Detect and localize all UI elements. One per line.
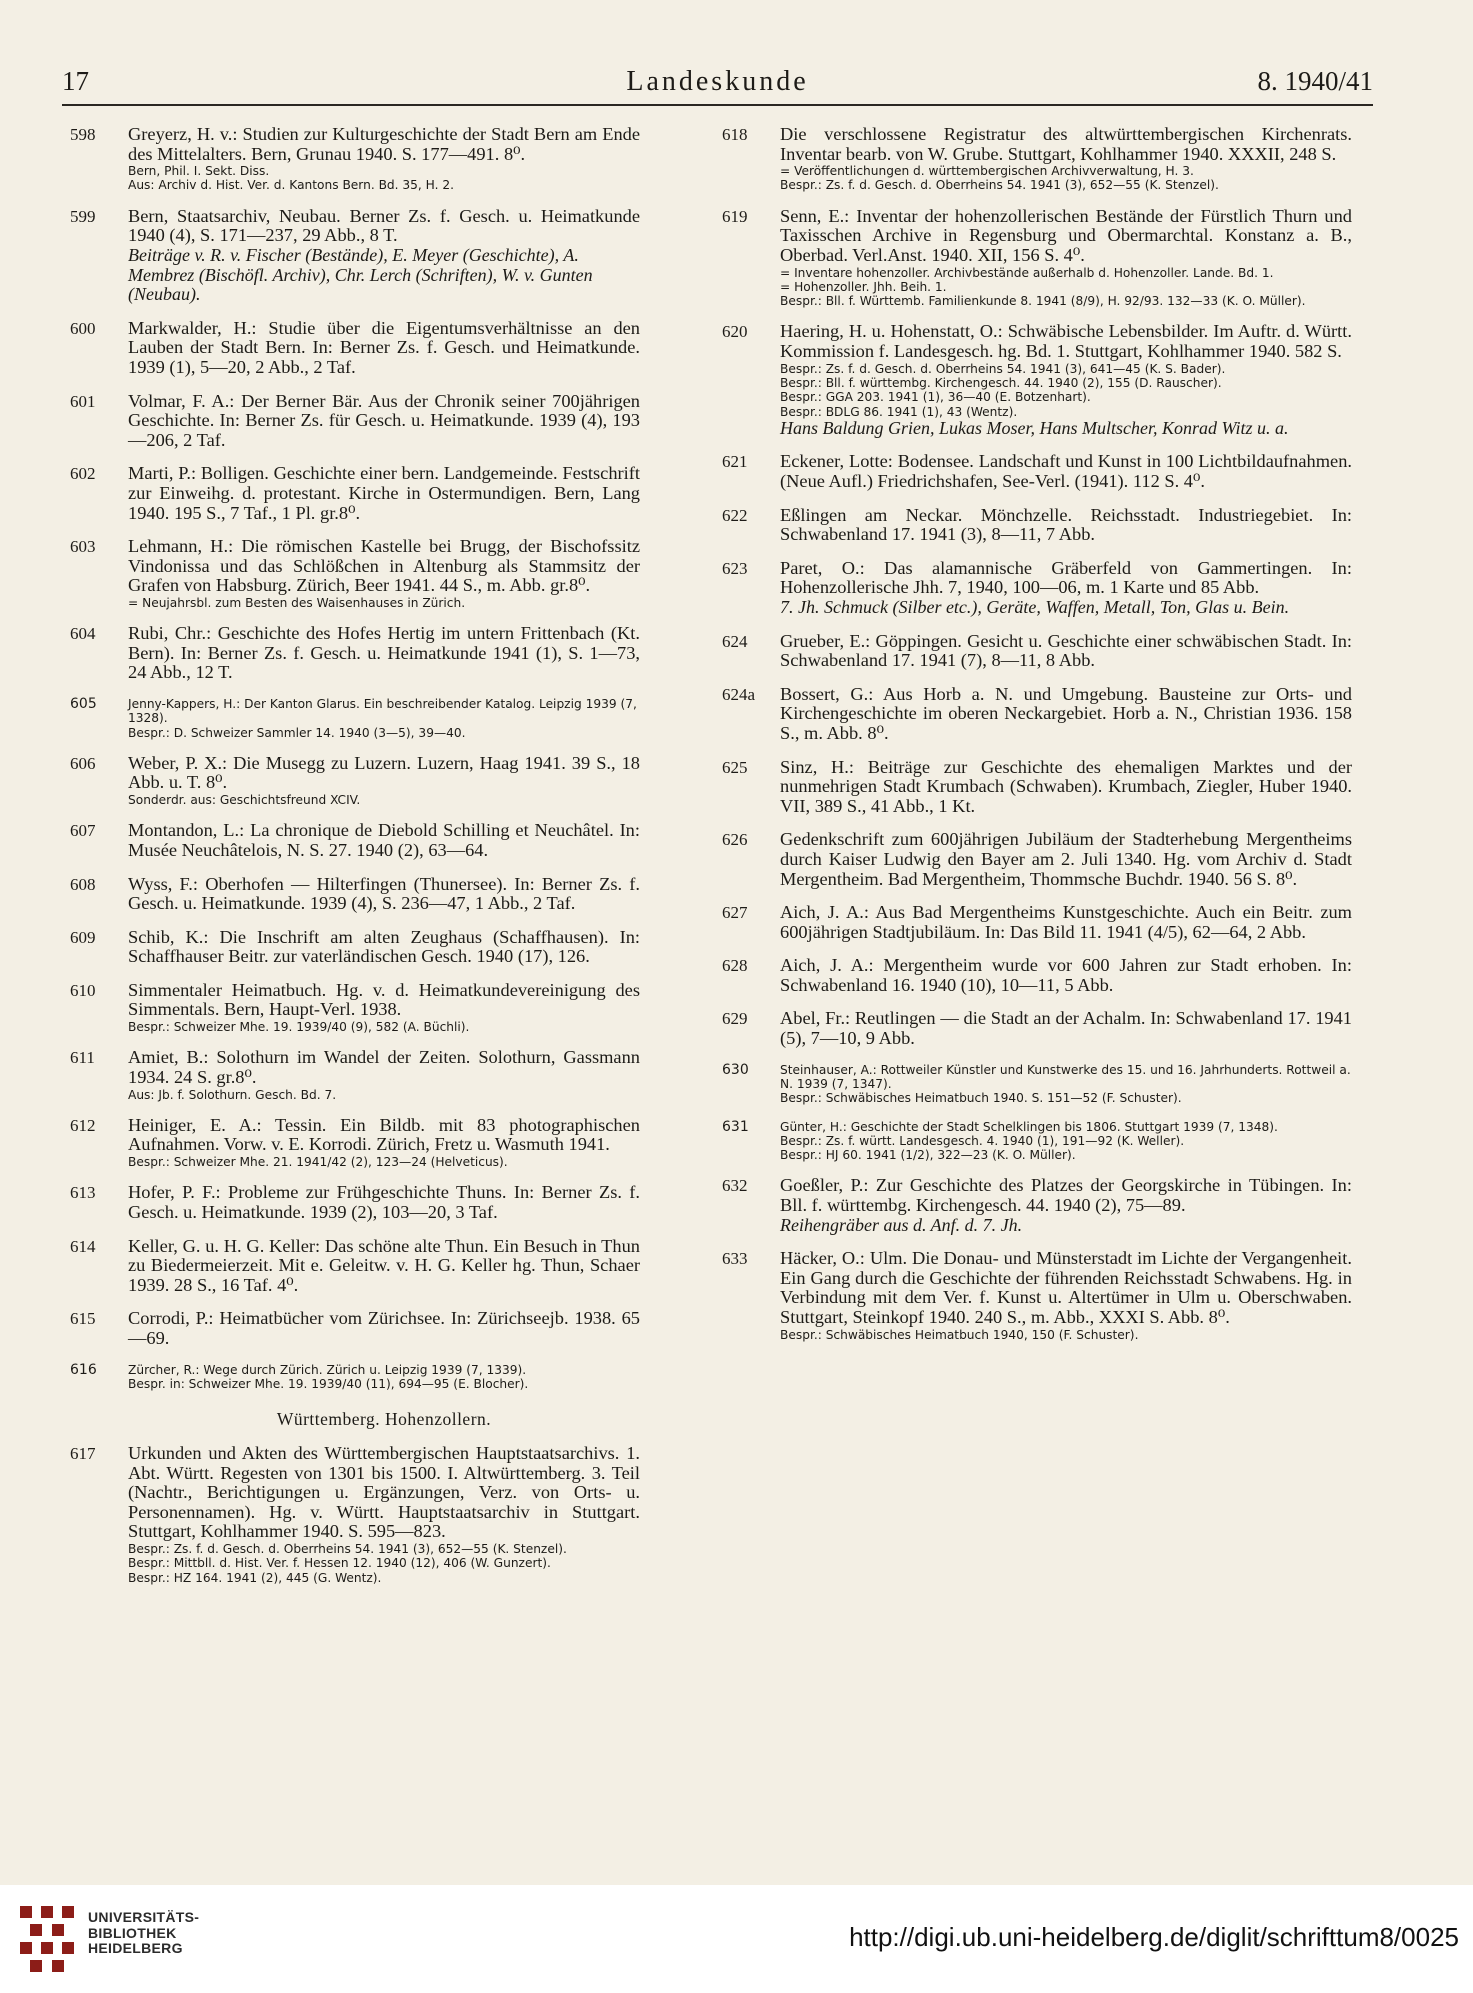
page-header xyxy=(62,66,1373,106)
entry-text: Gedenkschrift zum 600jährigen Jubiläum der Stadterhebung Mergentheims durch Kaiser Ludwig den Bayer am 2. Juli 1340. Hg. vom Archiv d. Stadt Mergentheim. Bad Mergentheim, Thommsche Buchdr. 1940. 56 S. 8⁰. xyxy=(780,829,1352,889)
entry-text: Rubi, Chr.: Geschichte des Hofes Hertig im untern Frittenbach (Kt. Bern). In: Berner Zs. f. Gesch. u. Heimatkunde 1941 (1), S. 1—73, 24 Abb., 12 T. xyxy=(128,623,640,683)
entry-note: Steinhauser, A.: Rottweiler Künstler und Kunstwerke des 15. und 16. Jahrhunderts. Rottweil a. N. 1939 (7, 1347). xyxy=(780,1062,1351,1091)
entry-number: 629 xyxy=(722,1009,748,1029)
entry-number: 610 xyxy=(70,980,96,1000)
entry-number: 613 xyxy=(70,1183,96,1203)
library-name: UNIVERSITÄTS- BIBLIOTHEK HEIDELBERG xyxy=(88,1909,200,1956)
bibliography-entry xyxy=(70,537,640,610)
bibliography-entry xyxy=(70,1183,640,1222)
bibliography-entry xyxy=(70,125,640,193)
entry-number: 623 xyxy=(722,558,748,578)
entry-text: Weber, P. X.: Die Musegg zu Luzern. Luzern, Haag 1941. 39 S., 18 Abb. u. T. 8⁰. xyxy=(128,752,640,793)
entry-note: Bespr.: Bll. f. württembg. Kirchengesch. 44. 1940 (2), 155 (D. Rauscher). xyxy=(780,375,1222,390)
entry-note: Bespr.: Schwäbisches Heimatbuch 1940, 150 (F. Schuster). xyxy=(780,1327,1139,1342)
entry-text: Volmar, F. A.: Der Berner Bär. Aus der Chronik seiner 700jährigen Geschichte. In: Berner Zs. für Gesch. u. Heimatkunde. 1939 (4), 193—206, 2 Taf. xyxy=(128,390,640,450)
viewer-footer xyxy=(0,1885,1473,1993)
entry-number: 633 xyxy=(722,1249,748,1269)
entry-note: Bespr.: Mittbll. d. Hist. Ver. f. Hessen 12. 1940 (12), 406 (W. Gunzert). xyxy=(128,1556,551,1571)
entry-number: 608 xyxy=(70,874,96,894)
bibliography-entry xyxy=(722,758,1352,817)
bibliography-entry xyxy=(70,392,640,451)
bibliography-entry xyxy=(722,1176,1352,1235)
entry-annotation: Reihengräber aus d. Anf. d. 7. Jh. xyxy=(780,1214,1023,1235)
entry-annotation: 7. Jh. Schmuck (Silber etc.), Geräte, Waffen, Metall, Ton, Glas u. Bein. xyxy=(780,596,1290,617)
entry-text: Eßlingen am Neckar. Mönchzelle. Reichsstadt. Industriegebiet. In: Schwabenland 17. 1941 (3), 8—11, 7 Abb. xyxy=(780,504,1352,545)
bibliography-entry xyxy=(722,506,1352,545)
entry-text: Amiet, B.: Solothurn im Wandel der Zeiten. Solothurn, Gassmann 1934. 24 S. gr.8⁰. xyxy=(128,1047,640,1087)
bibliography-entry xyxy=(70,1363,640,1392)
section-heading: Württemberg. Hohenzollern. xyxy=(276,1409,492,1430)
entry-number: 626 xyxy=(722,830,748,850)
entry-text: Aich, J. A.: Aus Bad Mergentheims Kunstgeschichte. Auch ein Beitr. zum 600jährigen Stadtjubiläum. In: Das Bild 11. 1941 (4/5), 62—64, 2 Abb. xyxy=(780,902,1352,942)
entry-note: Jenny-Kappers, H.: Der Kanton Glarus. Ein beschreibender Katalog. Leipzig 1939 (7, 1328). xyxy=(128,696,637,726)
entry-note: Bespr.: Zs. f. d. Gesch. d. Oberrheins 54. 1941 (3), 652—55 (K. Stenzel). xyxy=(128,1542,567,1557)
right-column xyxy=(722,125,1352,1356)
bibliography-entry xyxy=(70,981,640,1034)
entry-note: Bespr.: Bll. f. Württemb. Familienkunde 8. 1941 (8/9), H. 92/93. 132—33 (K. O. Müller). xyxy=(780,294,1306,309)
header-rule xyxy=(62,104,1373,106)
entry-number: 609 xyxy=(70,927,96,947)
entry-number: 607 xyxy=(70,821,96,841)
entry-text: Hofer, P. F.: Probleme zur Frühgeschichte Thuns. In: Berner Zs. f. Gesch. u. Heimatkunde. 1939 (2), 103—20, 3 Taf. xyxy=(128,1182,640,1222)
entry-number: 600 xyxy=(70,318,96,338)
entry-number: 602 xyxy=(70,464,96,484)
entry-text: Paret, O.: Das alamannische Gräberfeld von Gammertingen. In: Hohenzollerische Jhh. 7, 1940, 100—06, m. 1 Karte und 85 Abb. xyxy=(780,557,1352,598)
bibliography-entry xyxy=(722,830,1352,889)
page-title: Landeskunde xyxy=(626,66,809,97)
bibliography-entry xyxy=(722,632,1352,671)
entry-number: 622 xyxy=(722,505,748,525)
entry-number: 616 xyxy=(70,1361,97,1378)
bibliography-entry xyxy=(70,754,640,807)
bibliography-entry xyxy=(70,697,640,740)
entry-number: 601 xyxy=(70,391,96,411)
bibliography-entry xyxy=(70,821,640,860)
entry-text: Montandon, L.: La chronique de Diebold Schilling et Neuchâtel. In: Musée Neuchâtelois, N. S. 27. 1940 (2), 63—64. xyxy=(128,820,640,860)
entry-note: Bespr.: Zs. f. d. Gesch. d. Oberrheins 54. 1941 (3), 652—55 (K. Stenzel). xyxy=(780,178,1219,193)
bibliography-entry xyxy=(70,1116,640,1169)
entry-text: Die verschlossene Registratur des altwürttembergischen Kirchenrats. Inventar bearb. von W. Grube. Stuttgart, Kohlhammer 1940. XXXII, 248 S. xyxy=(780,124,1352,164)
entry-note: Bespr. in: Schweizer Mhe. 19. 1939/40 (11), 694—95 (E. Blocher). xyxy=(128,1376,529,1391)
issue-number: 8. 1940/41 xyxy=(1257,66,1373,96)
entry-note: Bespr.: Schweizer Mhe. 19. 1939/40 (9), 582 (A. Büchli). xyxy=(128,1020,470,1035)
entry-text: Grueber, E.: Göppingen. Gesicht u. Geschichte einer schwäbischen Stadt. In: Schwabenland 17. 1941 (7), 8—11, 8 Abb. xyxy=(780,630,1352,671)
entry-note: Aus: Archiv d. Hist. Ver. d. Kantons Bern. Bd. 35, H. 2. xyxy=(128,178,455,193)
bibliography-entry xyxy=(70,1444,640,1585)
left-column xyxy=(70,125,640,1599)
entry-annotation: Hans Baldung Grien, Lukas Moser, Hans Multscher, Konrad Witz u. a. xyxy=(780,417,1289,438)
bibliography-entry xyxy=(722,322,1352,438)
entry-number: 621 xyxy=(722,452,748,472)
entry-note: Bespr.: Zs. f. d. Gesch. d. Oberrheins 54. 1941 (3), 641—45 (K. S. Bader). xyxy=(780,361,1226,376)
entry-number: 628 xyxy=(722,956,748,976)
bibliography-entry xyxy=(70,928,640,967)
bibliography-entry xyxy=(722,125,1352,193)
entry-text: Senn, E.: Inventar der hohenzollerischen Bestände der Fürstlich Thurn und Taxisschen Archive in Regensburg und Obermarchtal. Konstanz a. B., Oberbad. Verl.Anst. 1940. XII, 156 S. 4⁰. xyxy=(780,205,1352,265)
entry-note: Bespr.: D. Schweizer Sammler 14. 1940 (3—5), 39—40. xyxy=(128,725,466,740)
entry-text: Marti, P.: Bolligen. Geschichte einer bern. Landgemeinde. Festschrift zur Einweihg. d. protestant. Kirche in Ostermundigen. Bern, Lang 1940. 195 S., 7 Taf., 1 Pl. gr.8⁰. xyxy=(128,463,640,523)
bibliography-entry xyxy=(722,956,1352,995)
entry-text: Lehmann, H.: Die römischen Kastelle bei Brugg, der Bischofssitz Vindonissa und das Schlößchen in Altenburg als Stammsitz der Grafen von Habsburg. Zürich, Beer 1941. 44 S., m. Abb. gr.8⁰. xyxy=(128,536,640,596)
entry-text: Haering, H. u. Hohenstatt, O.: Schwäbische Lebensbilder. Im Auftr. d. Württ. Kommission f. Landesgesch. hg. Bd. 1. Stuttgart, Kohlhammer 1940. 582 S. xyxy=(780,321,1352,362)
entry-text: Markwalder, H.: Studie über die Eigentumsverhältnisse an den Lauben der Stadt Bern. In: Berner Zs. f. Gesch. und Heimatkunde. 1939 (1), 5—20, 2 Abb., 2 Taf. xyxy=(128,317,640,377)
entry-note: = Inventare hohenzoller. Archivbestände außerhalb d. Hohenzoller. Lande. Bd. 1. xyxy=(780,265,1274,280)
bibliography-entry xyxy=(70,319,640,378)
entry-note: Günter, H.: Geschichte der Stadt Schelklingen bis 1806. Stuttgart 1939 (7, 1348). xyxy=(780,1119,1278,1134)
entry-number: 617 xyxy=(70,1444,96,1464)
bibliography-entry xyxy=(70,875,640,914)
bibliography-entry xyxy=(70,624,640,683)
entry-text: Greyerz, H. v.: Studien zur Kulturgeschichte der Stadt Bern am Ende des Mittelalters. Bern, Grunau 1940. S. 177—491. 8⁰. xyxy=(128,124,640,164)
entry-text: Urkunden und Akten des Württembergischen Hauptstaatsarchivs. 1. Abt. Württ. Regesten von 1301 bis 1500. I. Altwürttemberg. 3. Teil (Nachtr., Berichtigungen u. Ergänzungen, Verz. von Orts- u. Personennamen). Hg. v. Württ. Hauptstaatsarchiv in Stuttgart. Stuttgart, Kohlhammer 1940. S. 595—823. xyxy=(128,1443,640,1542)
bibliography-entry xyxy=(70,1237,640,1296)
bibliography-entry xyxy=(70,207,640,305)
entry-note: Bespr.: BDLG 86. 1941 (1), 43 (Wentz). xyxy=(780,404,1018,419)
entry-text: Heiniger, E. A.: Tessin. Ein Bildb. mit 83 photographischen Aufnahmen. Vorw. v. E. Korrodi. Zürich, Fretz u. Wasmuth 1941. xyxy=(128,1114,640,1155)
bibliography-entry xyxy=(722,903,1352,942)
entry-note: Bespr.: Zs. f. württ. Landesgesch. 4. 1940 (1), 191—92 (K. Weller). xyxy=(780,1133,1185,1148)
bibliography-entry xyxy=(722,685,1352,744)
bibliography-entry xyxy=(70,1309,640,1348)
bibliography-entry xyxy=(722,452,1352,491)
entry-text: Goeßler, P.: Zur Geschichte des Platzes der Georgskirche in Tübingen. In: Bll. f. württembg. Kirchengesch. 44. 1940 (2), 75—89. xyxy=(780,1175,1352,1216)
entry-note: Bern, Phil. I. Sekt. Diss. xyxy=(128,164,270,179)
bibliography-entry xyxy=(722,207,1352,309)
entry-note: = Veröffentlichungen d. württembergischen Archivverwaltung, H. 3. xyxy=(780,164,1194,179)
entry-number: 603 xyxy=(70,537,96,557)
bibliography-entry xyxy=(722,1249,1352,1342)
entry-number: 624 xyxy=(722,631,748,651)
entry-text: Abel, Fr.: Reutlingen — die Stadt an der Achalm. In: Schwabenland 17. 1941 (5), 7—10, 9 Abb. xyxy=(780,1008,1352,1049)
page-number: 17 xyxy=(62,66,89,96)
entry-note: Zürcher, R.: Wege durch Zürich. Zürich u. Leipzig 1939 (7, 1339). xyxy=(128,1362,527,1377)
entry-note: = Neujahrsbl. zum Besten des Waisenhauses in Zürich. xyxy=(128,595,466,610)
entry-number: 604 xyxy=(70,624,96,644)
entry-number: 625 xyxy=(722,757,748,777)
university-seal-icon xyxy=(16,1902,78,1976)
entry-text: Bern, Staatsarchiv, Neubau. Berner Zs. f. Gesch. u. Heimatkunde 1940 (4), S. 171—237, 29 Abb., 8 T. xyxy=(128,205,640,246)
entry-number: 615 xyxy=(70,1309,96,1329)
entry-note: Bespr.: GGA 203. 1941 (1), 36—40 (E. Botzenhart). xyxy=(780,390,1091,405)
entry-text: Eckener, Lotte: Bodensee. Landschaft und Kunst in 100 Lichtbildaufnahmen. (Neue Aufl.) Friedrichshafen, See-Verl. (1941). 112 S. 4⁰. xyxy=(780,451,1352,492)
entry-text: Simmentaler Heimatbuch. Hg. v. d. Heimatkundevereinigung des Simmentals. Bern, Haupt-Verl. 1938. xyxy=(128,979,640,1020)
entry-number: 611 xyxy=(70,1048,95,1068)
source-url-link[interactable]: http://digi.ub.uni-heidelberg.de/diglit/schrifttum8/0025 xyxy=(849,1922,1459,1952)
bibliography-entry xyxy=(722,1120,1352,1163)
bibliography-entry xyxy=(70,1048,640,1101)
entry-note: Aus: Jb. f. Solothurn. Gesch. Bd. 7. xyxy=(128,1087,337,1102)
entry-annotation: Beiträge v. R. v. Fischer (Bestände), E. Meyer (Geschichte), A. Membrez (Bischöfl. Archiv), Chr. Lerch (Schriften), W. v. Gunten (Neubau). xyxy=(128,244,593,305)
bibliography-entry xyxy=(70,464,640,523)
entry-note: Bespr.: Schweizer Mhe. 21. 1941/42 (2), 123—24 (Helveticus). xyxy=(128,1155,508,1170)
entry-text: Aich, J. A.: Mergentheim wurde vor 600 Jahren zur Stadt erhoben. In: Schwabenland 16. 1940 (10), 10—11, 5 Abb. xyxy=(780,955,1352,995)
entry-note: Bespr.: HJ 60. 1941 (1/2), 322—23 (K. O. Müller). xyxy=(780,1148,1076,1163)
entry-text: Keller, G. u. H. G. Keller: Das schöne alte Thun. Ein Besuch in Thun zu Biedermeierzeit. Mit e. Geleitw. v. H. G. Keller hg. Thun, Schaer 1939. 28 S., 16 Taf. 4⁰. xyxy=(128,1235,640,1295)
entry-number: 620 xyxy=(722,322,748,342)
entry-number: 606 xyxy=(70,753,96,773)
entry-text: Bossert, G.: Aus Horb a. N. und Umgebung. Bausteine zur Orts- und Kirchengeschichte im oberen Neckargebiet. Horb a. N., Christian 1936. 158 S., m. Abb. 8⁰. xyxy=(780,683,1352,743)
entry-text: Wyss, F.: Oberhofen — Hilterfingen (Thunersee). In: Berner Zs. f. Gesch. u. Heimatkunde. 1939 (4), S. 236—47, 1 Abb., 2 Taf. xyxy=(128,873,640,914)
entry-text: Corrodi, P.: Heimatbücher vom Zürichsee. In: Zürichseejb. 1938. 65—69. xyxy=(128,1308,640,1348)
entry-number: 630 xyxy=(722,1061,749,1078)
entry-number: 631 xyxy=(722,1118,749,1135)
bibliography-entry xyxy=(722,1063,1352,1106)
entry-text: Schib, K.: Die Inschrift am alten Zeughaus (Schaffhausen). In: Schaffhauser Beitr. zur vaterländischen Gesch. 1940 (17), 126. xyxy=(128,926,640,967)
bibliography-entry xyxy=(722,559,1352,618)
entry-number: 614 xyxy=(70,1236,96,1256)
entry-number: 612 xyxy=(70,1115,96,1135)
entry-note: Sonderdr. aus: Geschichtsfreund XCIV. xyxy=(128,793,361,808)
entry-text: Sinz, H.: Beiträge zur Geschichte des ehemaligen Marktes und der nunmehrigen Stadt Krumbach (Schwaben). Krumbach, Ziegler, Huber 1940. VII, 389 S., 41 Abb., 1 Kt. xyxy=(780,756,1352,816)
entry-number: 598 xyxy=(70,125,96,144)
entry-text: Häcker, O.: Ulm. Die Donau- und Münsterstadt im Lichte der Vergangenheit. Ein Gang durch die Geschichte der führenden Reichsstadt Schwabens. Hg. in Verbindung mit dem Ver. f. Kunst u. Altertümer in Ulm u. Oberschwaben. Stuttgart, Steinkopf 1940. 240 S., m. Abb., XXXI S. Abb. 8⁰. xyxy=(780,1248,1352,1328)
entry-note: Bespr.: HZ 164. 1941 (2), 445 (G. Wentz). xyxy=(128,1570,382,1585)
entry-number: 605 xyxy=(70,695,97,712)
entry-note: = Hohenzoller. Jhh. Beih. 1. xyxy=(780,279,947,294)
entry-note: Bespr.: Schwäbisches Heimatbuch 1940. S. 151—52 (F. Schuster). xyxy=(780,1091,1182,1106)
entry-number: 618 xyxy=(722,125,748,144)
entry-number: 632 xyxy=(722,1176,748,1196)
entry-number: 627 xyxy=(722,903,748,923)
entry-number: 599 xyxy=(70,206,96,226)
entry-number: 619 xyxy=(722,206,748,226)
bibliography-entry xyxy=(722,1009,1352,1048)
entry-number: 624a xyxy=(722,684,756,704)
